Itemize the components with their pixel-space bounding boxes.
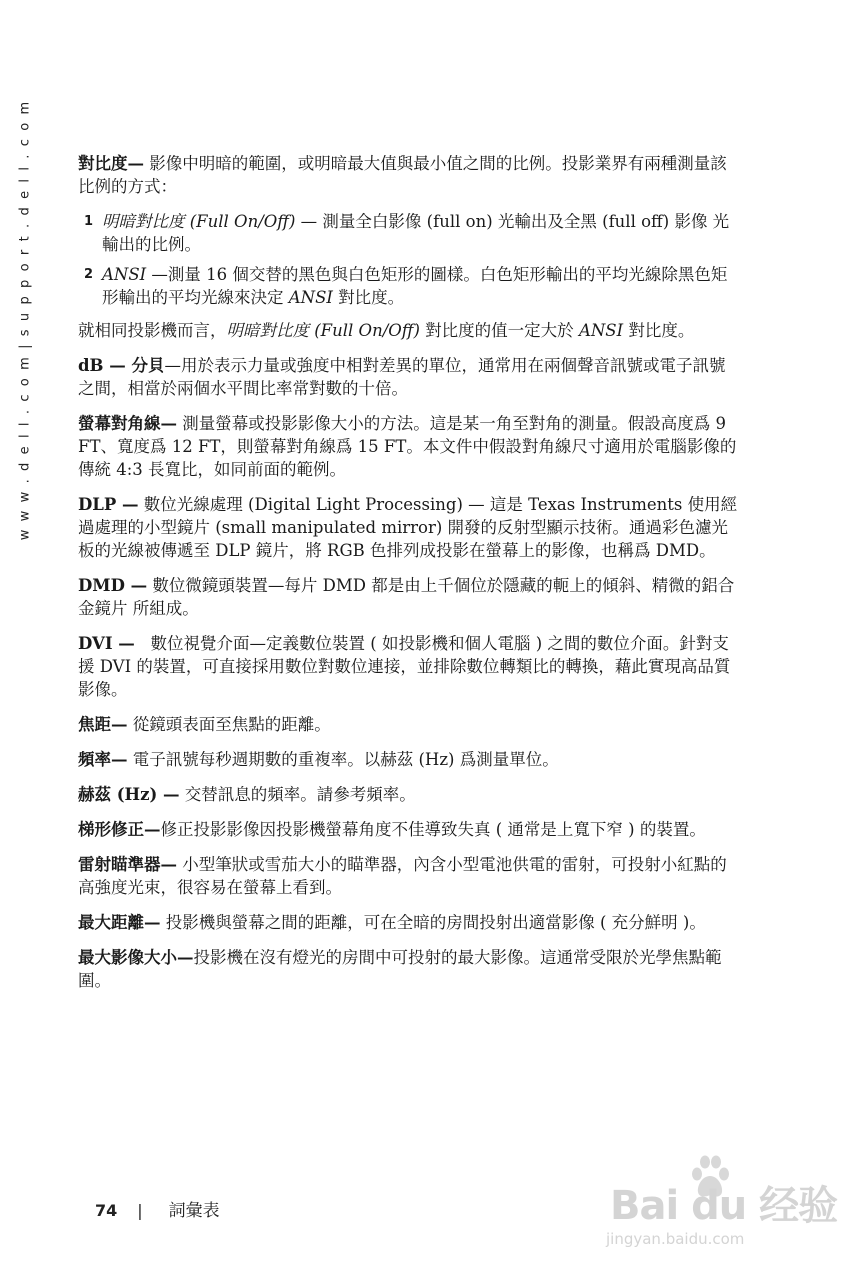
note-italic: 明暗對比度 (Full On/Off) xyxy=(226,321,420,340)
term: 焦距— xyxy=(78,715,128,734)
contrast-note xyxy=(78,319,740,342)
note-post: 對比度。 xyxy=(623,321,695,340)
definition: 測量螢幕或投影影像大小的方法。這是某一角至對角的測量。假設高度爲 9 FT、寬度爲 12 FT，則螢幕對角線爲 15 FT。本文件中假設對角線尺寸適用於電腦影像的傳統 4:3 長寬比，如同前面的範例。 xyxy=(78,414,737,479)
watermark-logo: Bai du 经验 xyxy=(610,1183,838,1229)
entry-hertz xyxy=(78,783,740,806)
definition: —用於表示力量或強度中相對差異的單位，通常用在兩個聲音訊號或電子訊號之間，相當於兩個水平間比率常對數的十倍。 xyxy=(78,356,726,398)
definition: 數位視覺介面—定義數位裝置 ( 如投影機和個人電腦 ) 之間的數位介面。針對支援 DVI 的裝置，可直接採用數位對數位連接，並排除數位轉類比的轉換，藉此實現高品質影像。 xyxy=(78,634,731,699)
note-mid: 對比度的值一定大於 xyxy=(419,321,579,340)
definition: 數位光線處理 (Digital Light Processing) — 這是 Texas Instruments 使用經過處理的小型鏡片 (small manipulated mirror) 開發的反射型顯示技術。通過彩色濾光板的光線被傳遞至 DLP 鏡片，將 RGB 色排列成投影在螢幕上的影像，也稱爲 DMD。 xyxy=(78,495,738,560)
entry-focal-length xyxy=(78,713,740,736)
entry-db xyxy=(78,354,740,400)
term: 最大影像大小— xyxy=(78,948,194,967)
glossary-content xyxy=(78,152,740,1004)
definition: 影像中明暗的範圍，或明暗最大值與最小值之間的比例。投影業界有兩種測量該比例的方式： xyxy=(78,154,727,196)
footer-separator: | xyxy=(137,1201,143,1220)
term: 雷射瞄準器— xyxy=(78,855,177,874)
term: 螢幕對角線— xyxy=(78,414,177,433)
definition: 數位微鏡頭裝置—每片 DMD 都是由上千個位於隱藏的軛上的傾斜、精微的鋁合金鏡片 所組成。 xyxy=(78,576,735,618)
entry-laser-pointer xyxy=(78,853,740,899)
entry-dlp xyxy=(78,493,740,562)
item-term-2: ANSI xyxy=(288,288,333,307)
item-number: 1 xyxy=(84,214,94,229)
entry-dmd xyxy=(78,574,740,620)
baidu-watermark xyxy=(604,1152,844,1252)
term: DLP — xyxy=(78,495,139,514)
item-term: 明暗對比度 (Full On/Off) xyxy=(102,212,296,231)
term: DVI — xyxy=(78,634,135,653)
definition: 交替訊息的頻率。請參考頻率。 xyxy=(179,785,416,804)
term: 頻率— xyxy=(78,750,128,769)
definition: 從鏡頭表面至焦點的距離。 xyxy=(127,715,331,734)
entry-keystone xyxy=(78,818,740,841)
item-text: — 測量全白影像 (full on) 光輸出及全黑 (full off) 影像 光輸出的比例。 xyxy=(102,212,730,254)
item-term: ANSI xyxy=(102,265,147,284)
definition: 修正投影影像因投影機螢幕角度不佳導致失真 ( 通常是上寬下窄 ) 的裝置。 xyxy=(160,820,706,839)
page-footer xyxy=(95,1196,220,1221)
side-url-text: w w w . d e l l . c o m | s u p p o r t . d e l l . c o m xyxy=(17,99,33,541)
term: 最大距離— xyxy=(78,913,161,932)
entry-screen-diagonal xyxy=(78,412,740,481)
definition: 小型筆狀或雪茄大小的瞄準器，內含小型電池供電的雷射，可投射小紅點的高強度光束，很容易在螢幕上看到。 xyxy=(78,855,727,897)
contrast-item-1 xyxy=(78,210,740,256)
definition: 投影機在沒有燈光的房間中可投射的最大影像。這通常受限於光學焦點範圍。 xyxy=(78,948,722,990)
note-pre: 就相同投影機而言， xyxy=(78,321,227,340)
note-italic-2: ANSI xyxy=(578,321,624,340)
definition: 電子訊號每秒週期數的重複率。以赫茲 (Hz) 爲測量單位。 xyxy=(127,750,559,769)
term: 對比度— xyxy=(78,154,144,173)
entry-dvi xyxy=(78,632,740,701)
entry-max-image-size xyxy=(78,946,740,992)
entry-contrast xyxy=(78,152,740,198)
item-number: 2 xyxy=(84,267,94,282)
page-number: 74 xyxy=(95,1201,118,1220)
item-text-2: 對比度。 xyxy=(332,288,405,307)
side-url xyxy=(14,99,36,541)
term: DMD — xyxy=(78,576,148,595)
entry-frequency xyxy=(78,748,740,771)
term: 赫茲 (Hz) — xyxy=(78,785,180,804)
entry-max-distance xyxy=(78,911,740,934)
contrast-item-2 xyxy=(78,263,740,309)
watermark-url: jingyan.baidu.com xyxy=(606,1230,745,1248)
item-text: —測量 16 個交替的黑色與白色矩形的圖樣。白色矩形輸出的平均光線除黑色矩形輸出的平均光線來決定 xyxy=(102,265,728,307)
section-title: 詞彙表 xyxy=(168,1201,220,1221)
term: 梯形修正— xyxy=(78,820,161,839)
definition: 投影機與螢幕之間的距離，可在全暗的房間投射出適當影像 ( 充分鮮明 )。 xyxy=(160,913,706,932)
term: dB — 分貝 xyxy=(78,356,165,375)
